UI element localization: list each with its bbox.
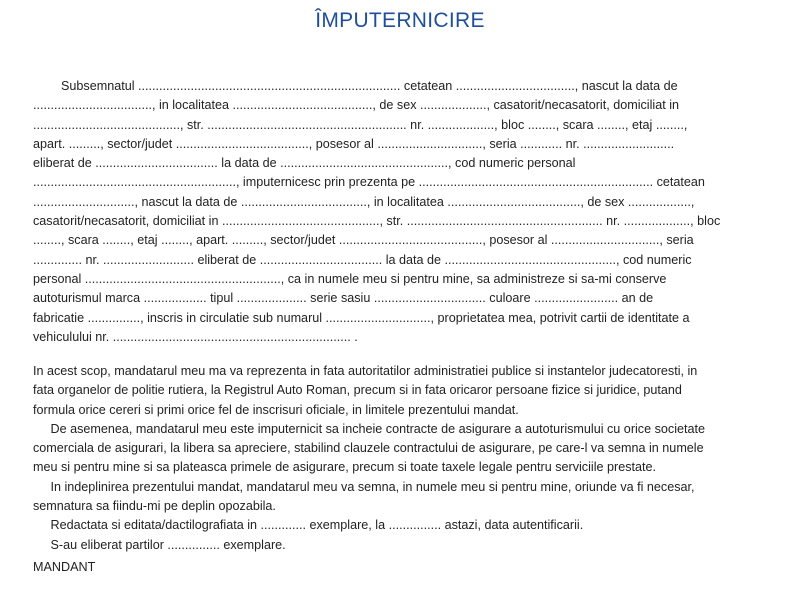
- text-line: casatorit/necasatorit, domiciliat in ............................................., str. ........................................................ nr. ..................., bloc: [33, 214, 721, 229]
- text-line: semnatura sa fiindu-mi pe deplin opozabila.: [33, 499, 276, 514]
- text-line: .................................., in localitatea ........................................, de sex ..................., casatorit/necasatorit, domiciliat in: [33, 98, 679, 113]
- text-line: vehiculului nr. .................................................................... .: [33, 329, 358, 344]
- text-line: formula orice cereri si primi orice fel de inscrisuri oficiale, in limitele prezentului mandat.: [33, 402, 519, 417]
- text-line: Redactata si editata/dactilografiata in ............. exemplare, la ............... astazi, data autentificarii.: [33, 518, 584, 533]
- text-line: S-au eliberat partilor ............... exemplare.: [33, 537, 286, 552]
- text-line: fabricatie ..............., inscris in circulatie sub numarul .............................., proprietatea mea, potrivit cartii de identitate a: [33, 310, 690, 325]
- text-line: .........................................................., imputernicesc prin prezenta pe ................................................................... cetatean: [33, 175, 705, 190]
- text-line: ............................., nascut la data de ...................................., in localitatea ......................................, de sex ..................,: [33, 194, 695, 209]
- text-line: .........................................., str. ......................................................... nr. ..................., bloc ........, scara ........, etaj ........,: [33, 117, 688, 132]
- document-title: ÎMPUTERNICIRE: [315, 9, 485, 32]
- text-line: De asemenea, mandatarul meu este imputernicit sa incheie contracte de asigurare a autoturismului cu orice societate: [33, 421, 706, 436]
- text-line: apart. ........., sector/judet ......................................, posesor al .............................., seria ............ nr. ..........................: [33, 136, 675, 151]
- signature-label: MANDANT: [33, 560, 96, 574]
- text-line: comerciala de asigurari, la libera sa apreciere, stabilind clauzele contractului de asigurare, pe care-l va semna in numele: [33, 441, 704, 456]
- text-line: ........, scara ........, etaj ........, apart. ........., sector/judet ........................................., posesor al ..............................., seria: [33, 233, 694, 248]
- text-line: Subsemnatul ........................................................................... cetatean .................................., nascut la data de: [33, 79, 678, 93]
- text-line: autoturismul marca .................. tipul .................... serie sasiu ................................ culoare ........................ an de: [33, 291, 654, 306]
- text-line: In indeplinirea prezentului mandat, mandatarul meu va semna, in numele meu si pentru mine, oriunde va fi necesar,: [33, 479, 695, 494]
- paragraph-declaration: [33, 77, 773, 347]
- text-line: fata organelor de politie rutiera, la Registrul Auto Roman, precum si in fata oricaror persoane fizice si juridice, putand: [33, 383, 682, 398]
- text-line: meu si pentru mine si sa plateasca primele de asigurare, precum si toate taxele legale pentru serviciile prestate.: [33, 460, 657, 475]
- text-line: In acest scop, mandatarul meu ma va reprezenta in fata autoritatilor administratiei publice si instantelor judecatoresti, in: [33, 364, 698, 378]
- paragraph-mandate-scope: [33, 362, 773, 555]
- text-line: .............. nr. .......................... eliberat de ................................... la data de ................................................., cod numeric: [33, 252, 692, 267]
- text-line: personal ........................................................, ca in numele meu si pentru mine, sa administreze si sa-mi conserve: [33, 271, 667, 286]
- text-line: eliberat de ................................... la data de ................................................, cod numeric personal: [33, 156, 576, 171]
